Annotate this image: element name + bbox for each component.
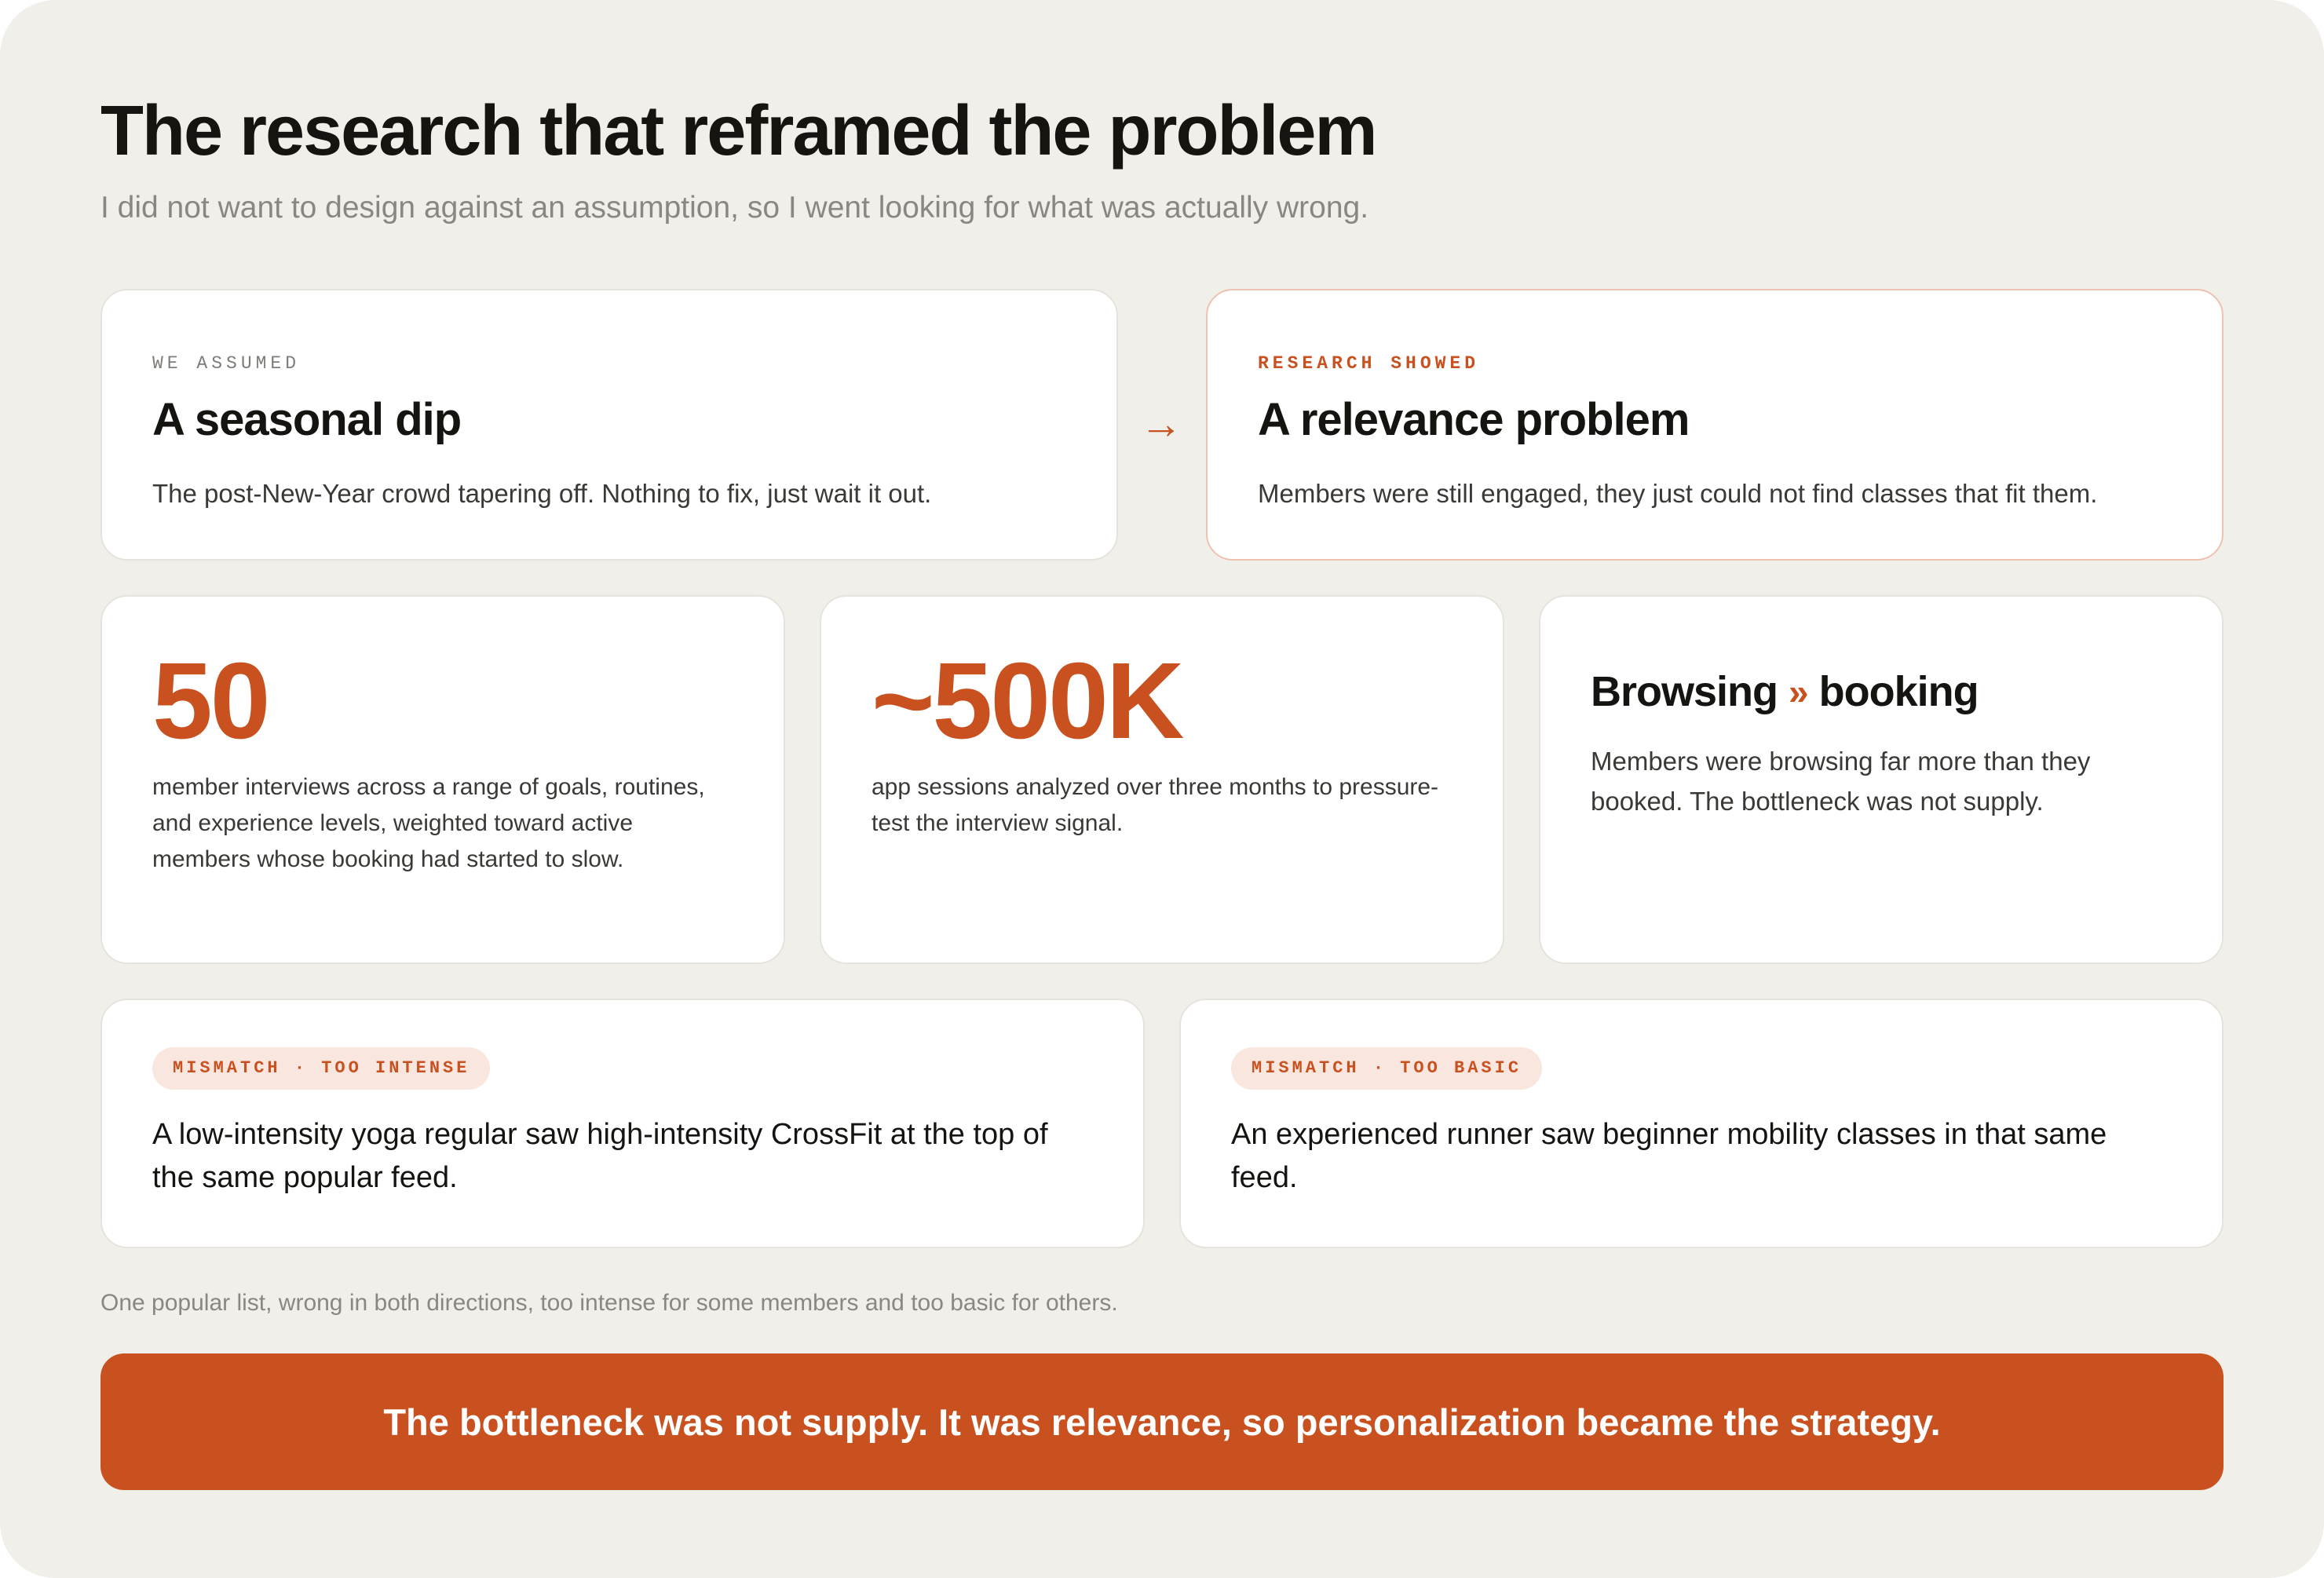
assumed-eyebrow: WE ASSUMED bbox=[152, 353, 301, 374]
mismatch-card-intense bbox=[100, 999, 1145, 1248]
flow-description: Members were browsing far more than they booked. The bottleneck was not supply. bbox=[1591, 747, 2091, 816]
stat-value: ~500K bbox=[872, 641, 1182, 762]
research-showed-body: Members were still engaged, they just could not find classes that fit them. bbox=[1258, 479, 2098, 508]
stat-card-interviews bbox=[100, 595, 785, 964]
mismatch-description: An experienced runner saw beginner mobility classes in that same feed. bbox=[1231, 1118, 2107, 1194]
stat-value: 50 bbox=[152, 641, 269, 762]
research-showed-eyebrow: RESEARCH SHOWED bbox=[1258, 353, 1480, 374]
flow-heading bbox=[1591, 666, 1979, 718]
conclusion-banner bbox=[100, 1353, 2224, 1490]
flow-from: Browsing bbox=[1591, 668, 1778, 715]
mismatch-description: A low-intensity yoga regular saw high-intensity CrossFit at the top of the same popular feed. bbox=[152, 1118, 1048, 1194]
conclusion-text: The bottleneck was not supply. It was relevance, so personalization became the strategy. bbox=[383, 1401, 1941, 1443]
mismatch-card-basic bbox=[1179, 999, 2224, 1248]
stat-description: member interviews across a range of goals, routines, and experience levels, weighted toward active members whose booking had started to slow. bbox=[152, 774, 705, 872]
stat-card-sessions bbox=[820, 595, 1504, 964]
arrow-right-icon: → bbox=[1140, 400, 1182, 447]
research-showed-card bbox=[1206, 289, 2224, 561]
assumed-title: A seasonal dip bbox=[152, 394, 462, 445]
assumed-body: The post-New-Year crowd tapering off. Nothing to fix, just wait it out. bbox=[152, 479, 932, 508]
research-showed-title: A relevance problem bbox=[1258, 394, 1690, 445]
page-title: The research that reframed the problem bbox=[100, 92, 1376, 170]
page-subtitle: I did not want to design against an assumption, so I went looking for what was actually wrong. bbox=[100, 191, 1369, 225]
double-chevron-right-icon: » bbox=[1789, 671, 1808, 712]
flow-card bbox=[1539, 595, 2224, 964]
mismatch-tag: MISMATCH · TOO INTENSE bbox=[152, 1047, 490, 1090]
stat-description: app sessions analyzed over three months to pressure-test the interview signal. bbox=[872, 774, 1439, 836]
flow-to: booking bbox=[1818, 668, 1979, 715]
mismatch-tag: MISMATCH · TOO BASIC bbox=[1231, 1047, 1542, 1090]
footnote: One popular list, wrong in both directions, too intense for some members and too basic for others. bbox=[100, 1290, 1118, 1316]
assumed-card bbox=[100, 289, 1118, 561]
